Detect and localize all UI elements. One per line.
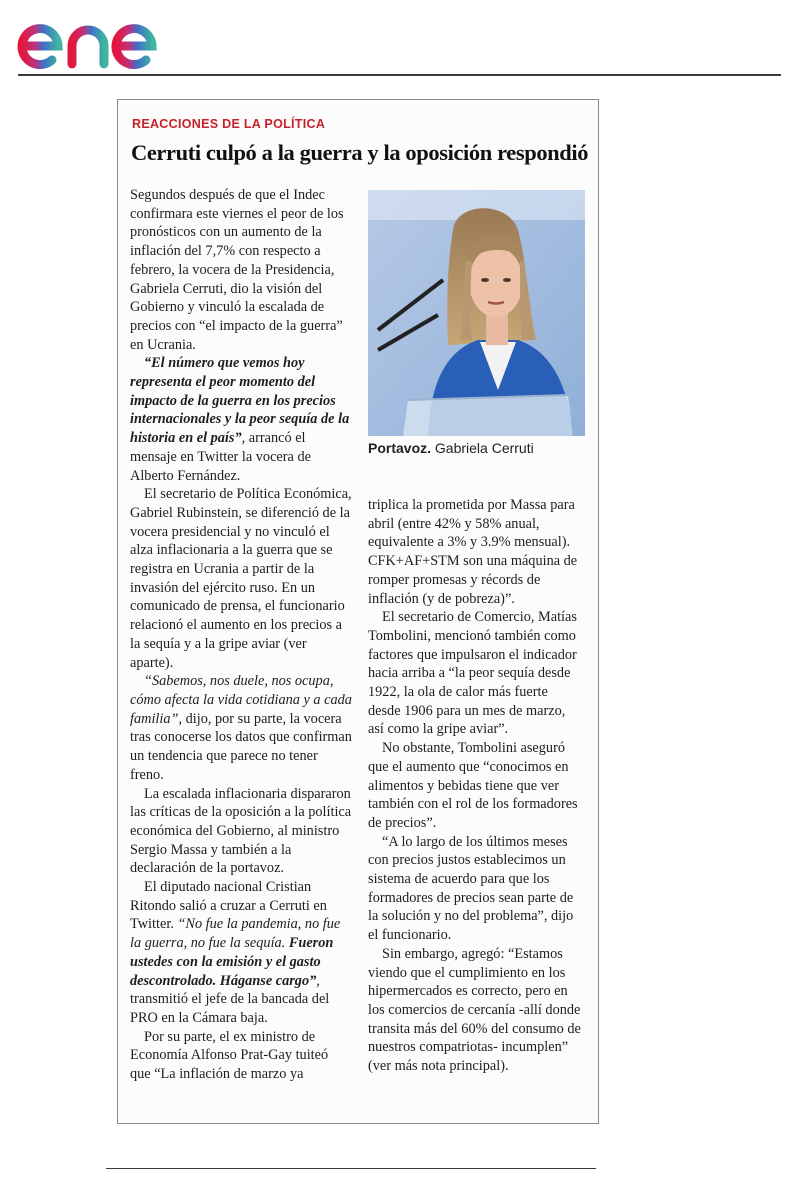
quote: Fueron ustedes con la emisión y el gasto descontrolado. Háganse cargo”	[130, 935, 334, 989]
quote: “Sabemos, nos duele, nos ocupa, cómo afecta la vida cotidiana y a cada familia”	[130, 673, 352, 727]
paragraph: No obstante, Tombolini aseguró que el aumento que “conocimos en alimentos y bebidas tiene que ver también con el rol de los formadores de precios”.	[368, 740, 578, 831]
paragraph: Por su parte, el ex ministro de Economía Alfonso Prat-Gay tuiteó que “La inflación de marzo ya	[130, 1028, 329, 1083]
photo-caption	[368, 440, 588, 456]
paragraph: Sin embargo, agregó: “Estamos viendo que el cumplimiento en los hipermercados es correcto, pero en los comercios de cercanía -allí donde transita más del 60% del consumo de nuestros compatriotas- incumplen” (ver más nota principal).	[368, 945, 581, 1075]
paragraph: La escalada inflacionaria dispararon las críticas de la oposición a la política económica del Gobierno, al ministro Sergio Massa y también a la declaración de la portavoz.	[130, 785, 352, 877]
article-kicker: REACCIONES DE LA POLÍTICA	[132, 117, 326, 131]
article-photo	[368, 190, 585, 436]
footer-divider	[106, 1168, 596, 1169]
paragraph-text: , dijo, por su parte, la vocera tras conocerse los datos que confirman un tendencia que parece no tener freno.	[130, 710, 352, 783]
quote: “No fue la pandemia, no fue la guerra, no fue la sequía.	[130, 916, 341, 952]
article-headline: Cerruti culpó a la guerra y la oposición respondió	[131, 140, 589, 165]
quote: “El número que vemos hoy representa el peor momento del impacto de la guerra en los precios internacionales y la peor sequía de la historia en el país”	[130, 355, 350, 447]
paragraph	[130, 354, 352, 485]
paragraph-text: El diputado nacional Cristian Ritondo salió a cruzar a Cerruti en Twitter.	[130, 879, 327, 933]
paragraph	[130, 672, 352, 784]
paragraph: El secretario de Comercio, Matías Tombolini, mencionó también como factores que impulsaron el indicador hacia arriba a “la peor sequía desde 1922, la ola de calor más fuerte desde 1906 para un mes de marzo, así como la gripe aviar”.	[368, 609, 577, 738]
paragraph	[130, 878, 352, 1028]
newspaper-clipping	[117, 99, 599, 1124]
paragraph-text: , arrancó el mensaje en Twitter la vocera de Alberto Fernández.	[130, 430, 311, 484]
paragraph-text: , transmitió el jefe de la bancada del PRO en la Cámara baja.	[130, 972, 330, 1026]
caption-label: Portavoz.	[368, 440, 432, 456]
article-column-right	[368, 496, 583, 1076]
header-divider	[18, 74, 781, 76]
enel-logo	[16, 8, 186, 70]
article-column-left	[130, 186, 352, 1084]
paragraph: “A lo largo de los últimos meses con precios justos establecimos un sistema de acuerdo para que los formadores de precios sean parte de la solución y no del problema”, dijo el funcionario.	[368, 833, 574, 944]
paragraph: El secretario de Política Económica, Gabriel Rubinstein, se diferenció de la vocera presidencial y no vinculó el alza inflacionaria a la guerra que se registra en Ucrania a partir de la invasión del ejército ruso. En un comunicado de prensa, el funcionario relacionó el aumento en los precios a la sequía y a la gripe aviar (ver aparte).	[130, 486, 352, 671]
paragraph: triplica la prometida por Massa para abril (entre 42% y 58% anual, equivalente a 3% y 3.9% mensual). CFK+AF+STM son una máquina de romper promesas y récords de inflación (y de pobreza)”.	[368, 497, 578, 607]
caption-text: Gabriela Cerruti	[431, 440, 534, 456]
paragraph: Segundos después de que el Indec confirmara este viernes el peor de los pronósticos con un aumento de la inflación del 7,7% con respecto a febrero, la vocera de la Presidencia, Gabriela Cerruti, dio la visión del Gobierno y vinculó la escalada de precios con “el impacto de la guerra” en Ucrania.	[130, 187, 344, 353]
